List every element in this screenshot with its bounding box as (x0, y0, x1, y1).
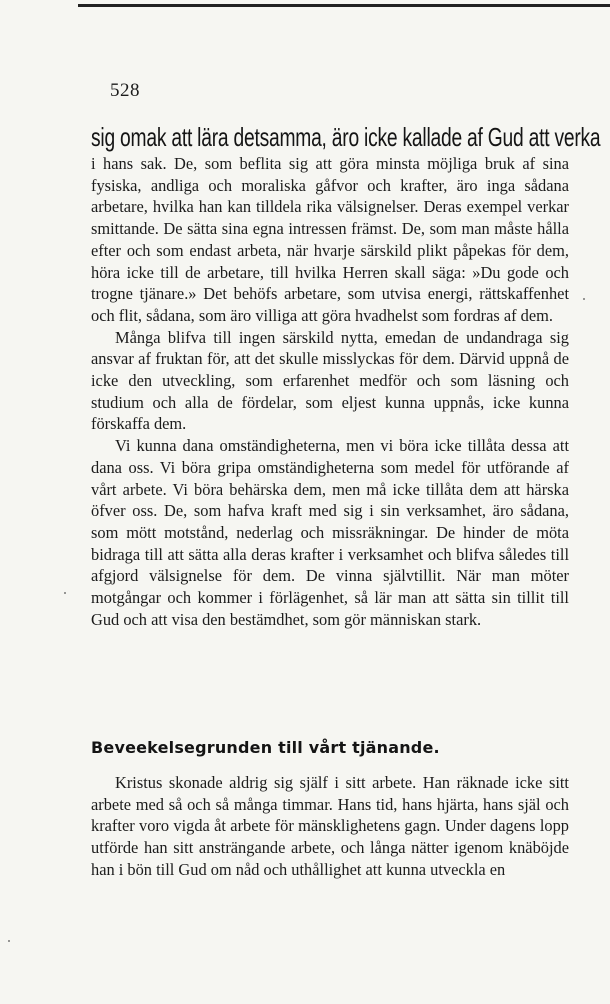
paragraph-3: Vi kunna dana omständigheterna, men vi böra icke tillåta dessa att dana oss. Vi böra gripa omständigheterna som medel för utförande af vårt arbete. Vi böra behärska dem, men må icke tillåta dem att härska öfver oss. De, som hafva kraft med sig i sin verksamhet, äro sådana, som mött motstånd, nederlag och missräkningar. De hinder de möta bidraga till att sätta alla deras krafter i verksamhet och blifva således till afgjord välsignelse för dem. De vinna självtillit. När man möter motgångar och kommer i förlägenhet, så lär man att sätta sin tillit till Gud och att visa den bestämdhet, som gör människan stark. (91, 436, 569, 629)
main-text-block (91, 153, 569, 630)
section-paragraph-1: Kristus skonade aldrig sig själf i sitt arbete. Han räknade icke sitt arbete med så och så många timmar. Hans tid, hans hjärta, hans själ och krafter voro vigda åt arbete för mänsklighetens gagn. Under dagens lopp utförde han sitt ansträngande arbete, och långa nätter igenom knäböjde han i bön till Gud om nåd och uthållighet att kunna utveckla en (91, 773, 569, 879)
paragraph-1: i hans sak. De, som beflita sig att göra minsta möjliga bruk af sina fysiska, andliga och moraliska gåfvor och krafter, äro inga sådana arbetare, hvilka han kan tilldela rika välsignelser. Deras exempel verkar smittande. De sätta sina egna intressen främst. De, som man måste hålla efter och som endast arbeta, när hvarje särskild plikt påpekas för dem, höra icke till de arbetare, till hvilka Herren skall säga: »Du gode och trogne tjänare.» Det behöfs arbetare, som utvisa energi, rättskaffenhet och flit, sådana, som äro villiga att göra hvadhelst som fordras af dem. (91, 154, 569, 325)
page-top-border (78, 4, 610, 7)
section-text-block (91, 772, 569, 881)
scan-speck (583, 298, 585, 300)
paragraph-2: Många blifva till ingen särskild nytta, emedan de undandraga sig ansvar af fruktan för, att det skulle misslyckas för dem. Därvid uppnå de icke den utveckling, som erfarenhet medför och som läsning och studium och alla de fördelar, som eljest kunna uppnås, icke kunna förskaffa dem. (91, 327, 569, 434)
page-number: 528 (110, 80, 140, 101)
scan-speck (64, 592, 66, 594)
scan-speck (8, 940, 10, 942)
running-text-first-line: sig omak att lära detsamma, äro icke kallade af Gud att verka (91, 122, 601, 152)
section-heading: Beveekelsegrunden till vårt tjänande. (91, 738, 440, 757)
